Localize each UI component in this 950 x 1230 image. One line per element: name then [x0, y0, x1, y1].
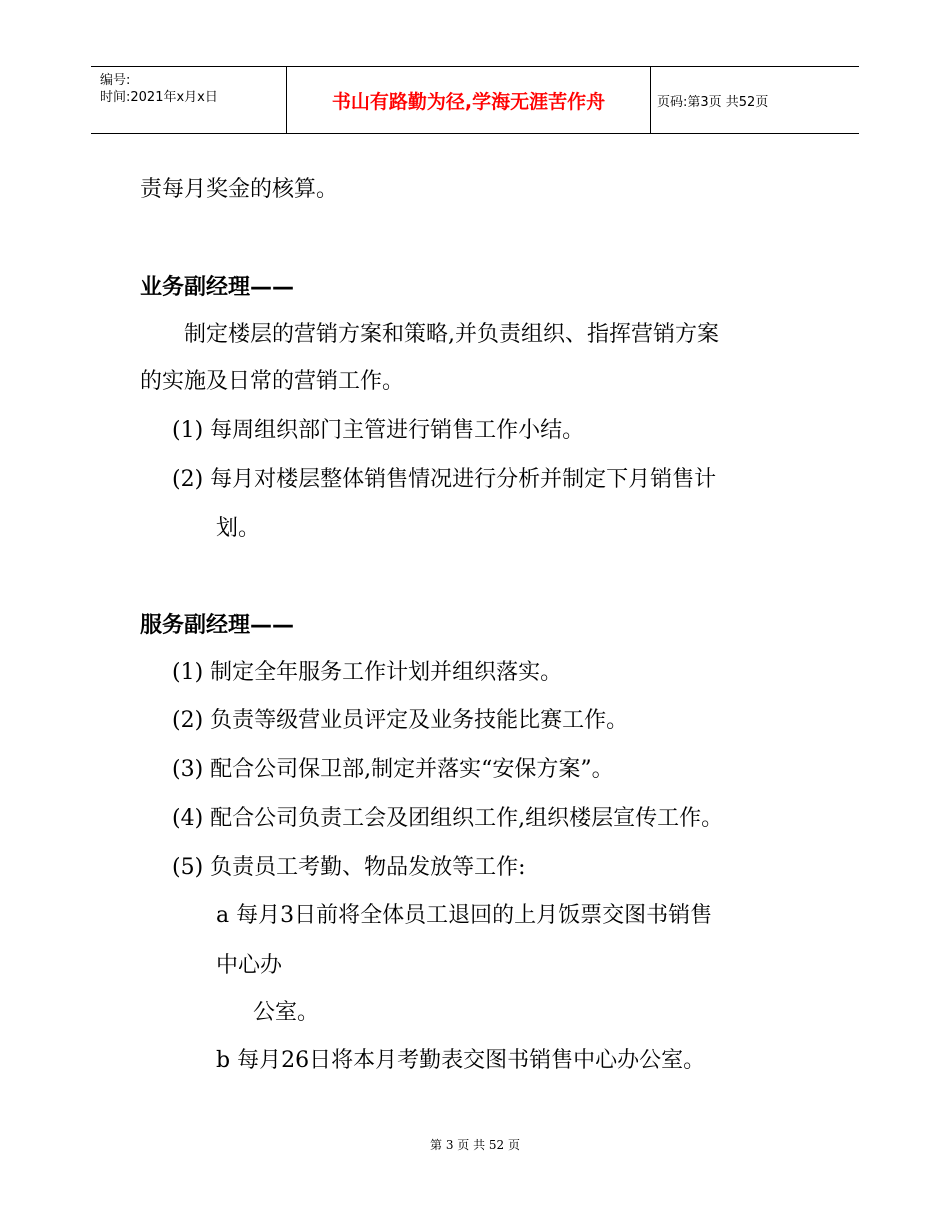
continuation-text: 责每月奖金的核算。	[140, 177, 339, 202]
service-item-2: (2) 负责等级营业员评定及业务技能比赛工作。	[172, 708, 629, 733]
sub-item-a-line2: 中心办	[216, 953, 283, 978]
section-title-service: 服务副经理——	[140, 613, 295, 638]
service-item-4: (4) 配合公司负责工会及团组织工作,组织楼层宣传工作。	[172, 806, 724, 831]
sub-item-a-line3: 公室。	[253, 1000, 320, 1025]
sales-item-1: (1) 每周组织部门主管进行销售工作小结。	[172, 418, 585, 443]
header-meta	[100, 72, 218, 106]
sub-item-a-line1: a 每月3日前将全体员工退回的上月饭票交图书销售	[216, 903, 713, 928]
header-date: 时间:2021年x月x日	[100, 90, 218, 105]
service-item-5: (5) 负责员工考勤、物品发放等工作:	[172, 855, 526, 880]
sales-item-2-line1: (2) 每月对楼层整体销售情况进行分析并制定下月销售计	[172, 467, 717, 492]
page-footer: 第 3 页 共 52 页	[430, 1138, 520, 1152]
sub-item-b: b 每月26日将本月考勤表交图书销售中心办公室。	[216, 1048, 706, 1073]
page-header	[91, 66, 859, 134]
service-item-1: (1) 制定全年服务工作计划并组织落实。	[172, 660, 563, 685]
sales-paragraph-line1: 制定楼层的营销方案和策略,并负责组织、指挥营销方案	[184, 322, 719, 347]
header-motto: 书山有路勤为径,学海无涯苦作舟	[331, 90, 606, 113]
section-title-sales: 业务副经理——	[140, 275, 295, 300]
header-number: 编号:	[100, 73, 131, 88]
header-divider-right	[650, 67, 651, 133]
sales-paragraph-line2: 的实施及日常的营销工作。	[140, 369, 405, 394]
service-item-3: (3) 配合公司保卫部,制定并落实“安保方案”。	[172, 757, 614, 782]
header-page-number: 页码:第3页 共52页	[657, 94, 769, 110]
sales-item-2-line2: 划。	[216, 516, 261, 541]
